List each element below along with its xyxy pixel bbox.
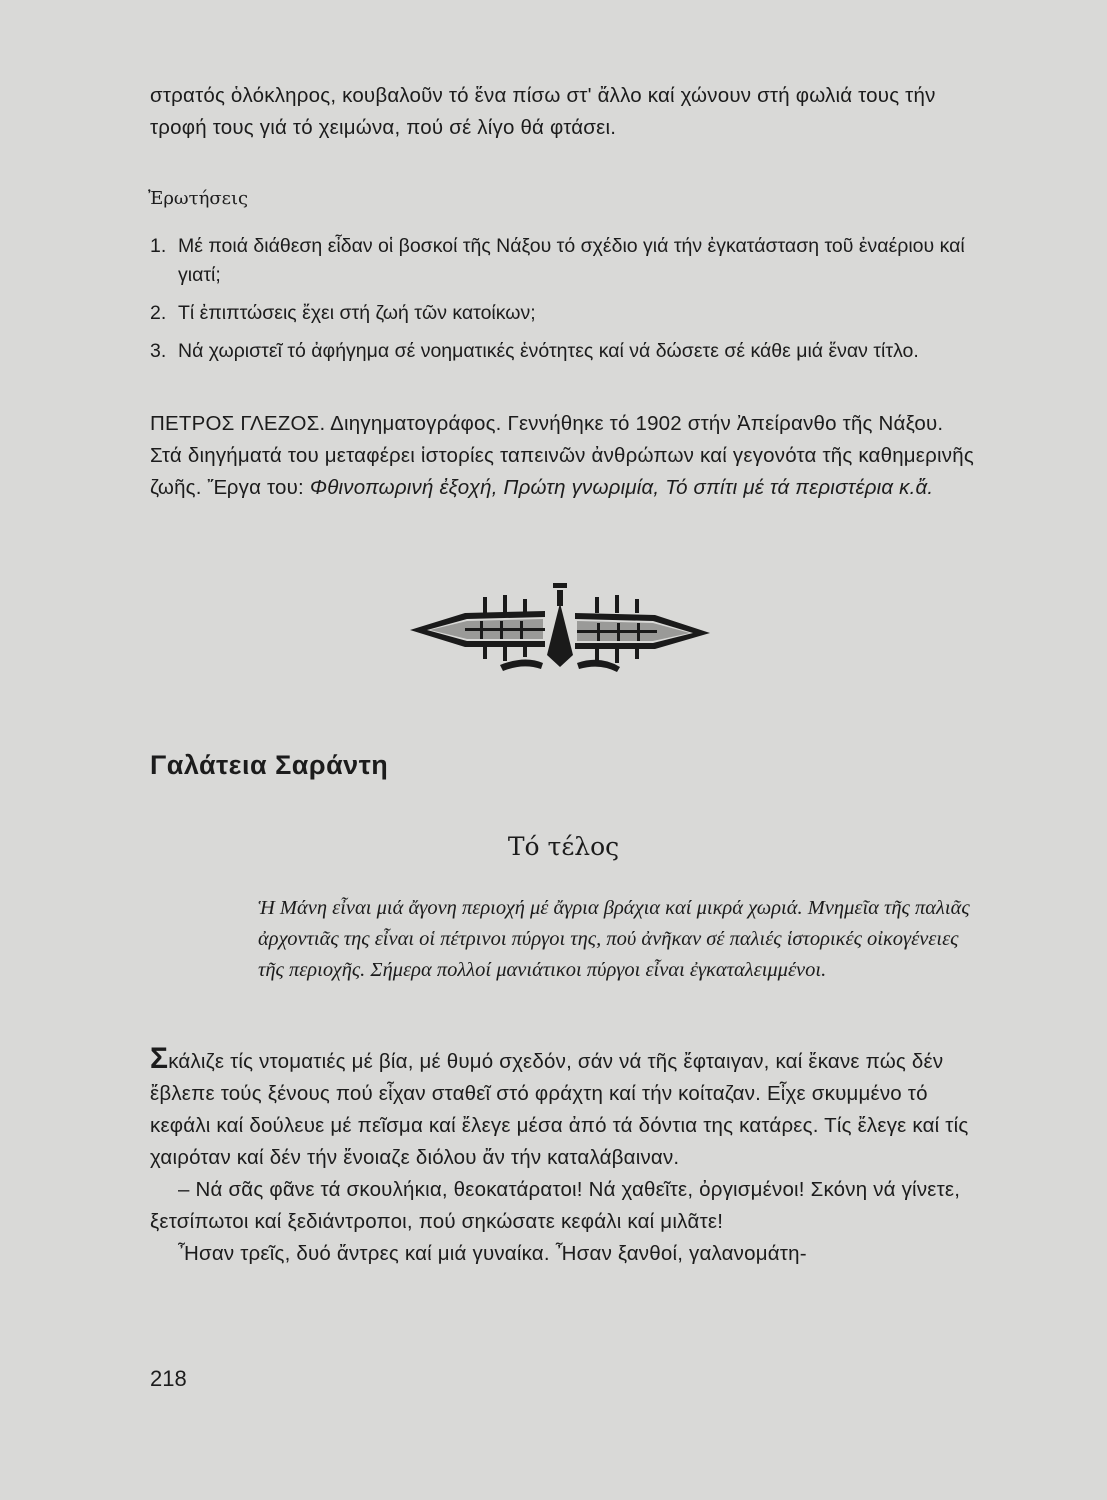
page-number: 218 — [150, 1366, 187, 1391]
question-text: Τί ἐπιπτώσεις ἔχει στή ζωή τῶν κατοίκων; — [178, 302, 536, 324]
story-body — [150, 1043, 980, 1270]
question-number: 2. — [150, 302, 167, 324]
body-paragraph: – Νά σᾶς φᾶνε τά σκουλήκια, θεοκατάρατοι! Νά χαθεῖτε, ὀργισμένοι! Σκόνη νά γίνετε, ξετσίπωτοι καί ξεδιάντροποι, πού σηκώσατε κεφάλι καί μιλᾶτε! — [150, 1178, 961, 1233]
questions-list — [150, 232, 980, 375]
body-paragraph: Ἦσαν τρεῖς, δυό ἄντρες καί μιά γυναίκα. Ἦσαν ξανθοί, γαλανομάτη- — [178, 1242, 807, 1265]
question-text: Μέ ποιά διάθεση εἶδαν οἱ βοσκοί τῆς Νάξου τό σχέδιο γιά τήν ἐγκατάσταση τοῦ ἐναέριου καί γιατί; — [178, 235, 965, 286]
question-number: 3. — [150, 340, 167, 362]
continuation-paragraph: στρατός ὁλόκληρος, κουβαλοῦν τό ἕνα πίσω στ' ἄλλο καί χώνουν στή φωλιά τους τήν τροφή τους γιά τό χειμώνα, πού σέ λίγο θά φτάσει. — [150, 84, 936, 139]
story-author: Γαλάτεια Σαράντη — [150, 750, 389, 780]
question-text: Νά χωριστεῖ τό ἀφήγημα σέ νοηματικές ἑνότητες καί νά δώσετε σέ κάθε μιά ἕναν τίτλο. — [178, 340, 919, 362]
story-title: Τό τέλος — [507, 832, 620, 861]
questions-heading: Ἐρωτήσεις — [148, 188, 249, 209]
author-bio — [150, 408, 980, 504]
question-item — [150, 232, 980, 290]
question-item — [150, 299, 980, 328]
body-paragraph — [150, 1043, 980, 1174]
decorative-ornament-icon — [405, 575, 715, 685]
story-intro: Ἡ Μάνη εἶναι μιά ἄγονη περιοχή μέ ἄγρια βράχια καί μικρά χωριά. Μνημεῖα τῆς παλιᾶς ἀρχοντιᾶς της εἶναι οἱ πέτρινοι πύργοι της, πού ἀνῆκαν σέ παλιές ἱστορικές οἰκογένειες τῆς περιοχῆς. Σήμερα πολλοί μανιάτικοι πύργοι εἶναι ἐγκαταλειμμένοι. — [258, 897, 970, 981]
bio-text: ΠΕΤΡΟΣ ΓΛΕΖΟΣ. Διηγηματογράφος. Γεννήθηκε τό 1902 στήν Ἀπείρανθο τῆς Νάξου. Στά διηγήματά του μεταφέρει ἱστορίες ταπεινῶν ἀνθρώπων καί γεγονότα τῆς καθημερινῆς ζωῆς. Ἔργα του: — [150, 412, 974, 499]
drop-cap: Σ — [150, 1042, 169, 1075]
body-paragraph-text: κάλιζε τίς ντοματιές μέ βία, μέ θυμό σχεδόν, σάν νά τῆς ἔφταιγαν, καί ἔκανε πώς δέν ἔβλεπε τούς ξένους πού εἶχαν σταθεῖ στό φράχτη καί τήν κοίταζαν. Εἶχε σκυμμένο τό κεφάλι καί δούλευε μέ πεῖσμα καί ἔλεγε μέσα ἀπό τά δόντια της κατάρες. Τίς ἔλεγε καί τίς χαιρόταν καί δέν τήν ἔνοιαζε διόλου ἄν τήν καταλάβαιναν. — [150, 1050, 969, 1169]
bio-works: Φθινοπωρινή ἐξοχή, Πρώτη γνωριμία, Τό σπίτι μέ τά περιστέρια κ.ἄ. — [309, 476, 934, 499]
question-item — [150, 337, 980, 366]
question-number: 1. — [150, 235, 167, 257]
